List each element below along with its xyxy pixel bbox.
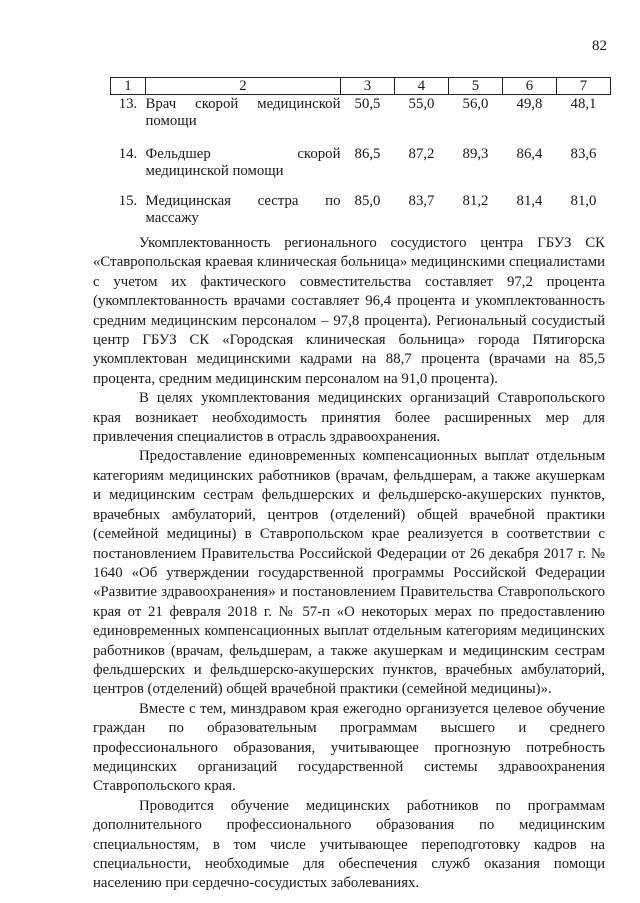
table-row [111,145,611,192]
table-cell: 81,4 [516,192,543,209]
column-header: 4 [395,78,449,95]
table-row [111,192,611,232]
table-cell: 83,7 [408,192,435,209]
page-number: 82 [592,38,607,54]
table-cell: 89,3 [462,145,489,162]
table-cell: 81,0 [570,192,597,209]
body-text [93,234,605,894]
column-header: 3 [341,78,395,95]
table-cell: 81,2 [462,192,489,209]
table-cell: 50,5 [354,96,381,112]
table-cell: 49,8 [516,96,543,112]
table-cell: 56,0 [462,96,489,112]
position-name: Врач скорой медицинской помощи [145,96,341,129]
position-name: Фельдшер скорой медицинской помощи [145,145,341,179]
column-header: 6 [503,78,557,95]
paragraph: Предоставление единовременных компенсационных выплат отдельным категориям медицинских работников (врачам, фельдшерам, а также акушеркам и медицинским сестрам фельдшерских и фельдшерско-акушерских пунктов, врачебных амбулаторий, центров (отделений) общей врачебной практики (семейной медицины) в Ставропольском крае реализуется в соответствии с постановлением Правительства Российской Федерации от 26 декабря 2017 г. № 1640 «Об утверждении государственной программы Российской Федерации «Развитие здравоохранения» и постановлением Правительства Ставропольского края от 21 февраля 2018 г. № 57-п «О некоторых мерах по предоставлению единовременных компенсационных выплат отдельным категориям медицинских работников (врачам, фельдшерам, а также акушеркам и медицинским сестрам фельдшерских и фельдшерско-акушерских пунктов, врачебных амбулаторий, центров (отделений) общей врачебной практики (семейной медицины)». [93,448,605,698]
position-name: Медицинская сестра по массажу [145,192,341,226]
column-header: 2 [146,78,341,95]
row-number: 14. [118,145,138,162]
table-cell: 83,6 [570,145,597,162]
table-cell: 85,0 [354,192,381,209]
row-number: 15. [118,192,138,209]
paragraph: Проводится обучение медицинских работников по программам дополнительного профессионального образования по медицинским специальностям, в том числе учитывающее переподготовку кадров на специальности, необходимые для обеспечения служб оказания помощи населению при сердечно-сосудистых заболеваниях. [93,797,605,892]
table-cell: 87,2 [408,145,435,162]
table-header-row [111,78,611,95]
table-cell: 86,5 [354,145,381,162]
paragraph: Вместе с тем, минздравом края ежегодно организуется целевое обучение граждан по образовательным программам высшего и среднего профессионального образования, учитывающее прогнозную потребность медицинских организаций государственной системы здравоохранения Ставропольского края. [93,700,605,795]
table-cell: 48,1 [570,96,597,112]
table-cell: 55,0 [408,96,435,112]
column-header: 5 [449,78,503,95]
staffing-table [110,77,611,232]
table-cell: 86,4 [516,145,543,162]
paragraph: В целях укомплектования медицинских организаций Ставропольского края возникает необходимость принятия более расширенных мер для привлечения специалистов в отрасль здравоохранения. [93,390,605,446]
paragraph: Укомплектованность регионального сосудистого центра ГБУЗ СК «Ставропольская краевая клиническая больница» медицинскими специалистами с учетом их фактического совместительства составляет 97,2 процента (укомплектованность врачами составляет 96,4 процента и укомплектованность средним медицинским персоналом – 97,8 процента). Региональный сосудистый центр ГБУЗ СК «Городская клиническая больница» города Пятигорска укомплектован медицинскими кадрами на 88,7 процента (врачами на 85,5 процента, средним медицинским персоналом на 91,0 процента). [93,235,605,387]
column-header: 7 [557,78,611,95]
row-number: 13. [118,96,138,112]
table-row [111,95,611,145]
column-header: 1 [111,78,146,95]
